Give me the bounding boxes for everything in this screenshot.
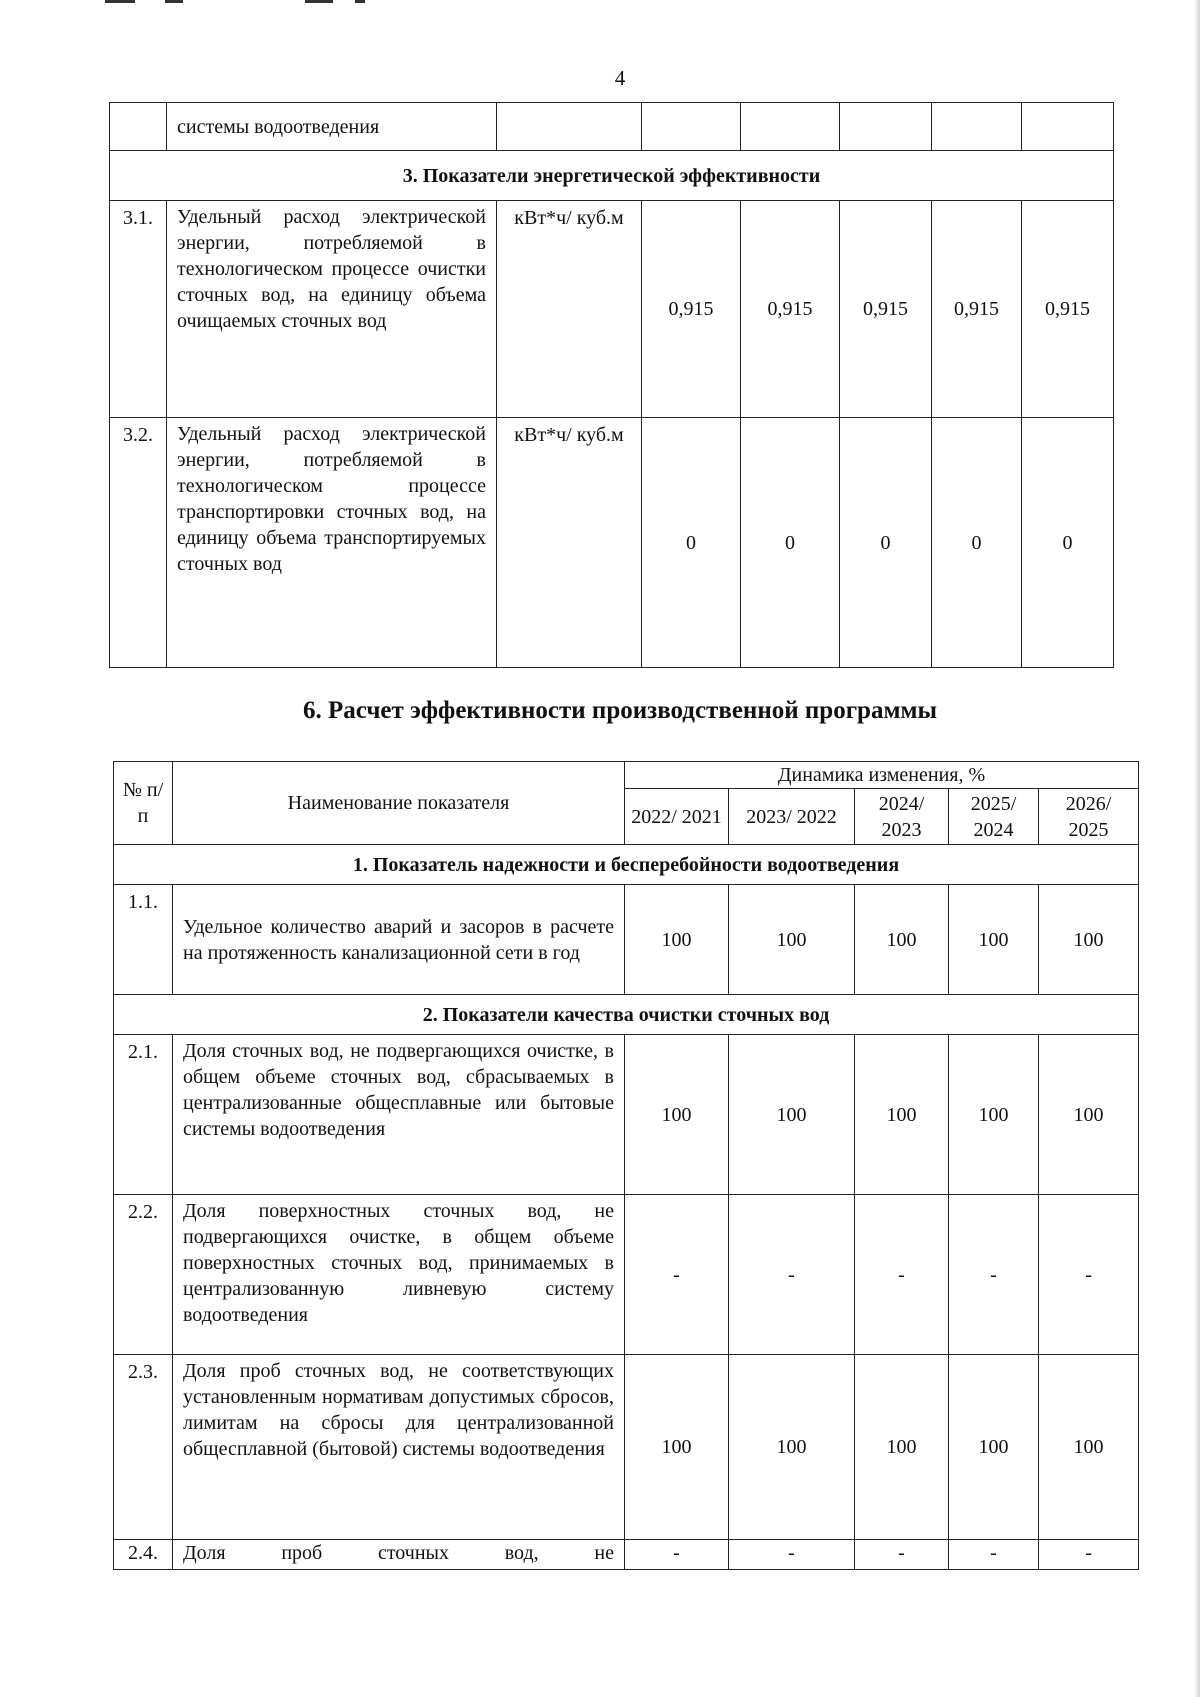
value-cell: 100 [855, 885, 949, 995]
indicator-name: Доля сточных вод, не подвергающихся очистке, в общем объеме сточных вод, сбрасываемых в централизованные общесплавные или бытовые системы водоотведения [173, 1035, 625, 1195]
indicator-name: Доля проб сточных вод, не соответствующих установленным нормативам допустимых сбросов, лимитам на сбросы для централизованной общесплавной (бытовой) системы водоотведения [173, 1355, 625, 1540]
value-cell: 0,915 [932, 201, 1022, 418]
indicator-name: Удельное количество аварий и засоров в расчете на протяженность канализационной сети в год [173, 885, 625, 995]
table-row [110, 418, 1114, 668]
value-cell: - [1039, 1540, 1139, 1570]
indicator-name: Доля проб сточных вод, не [173, 1540, 625, 1570]
energy-efficiency-table [109, 102, 1114, 668]
value-cell: 0 [932, 418, 1022, 668]
table-row [114, 1195, 1139, 1355]
header-year: 2025/ 2024 [949, 789, 1039, 845]
row-number: 2.2. [114, 1195, 173, 1355]
value-cell: 100 [855, 1355, 949, 1540]
value-cell: 0,915 [1022, 201, 1114, 418]
table-row [114, 1355, 1139, 1540]
section-6-heading: 6. Расчет эффективности производственной программы [302, 697, 938, 724]
unit: кВт*ч/ куб.м [497, 201, 642, 418]
row-number: 3.2. [110, 418, 167, 668]
value-cell: 100 [625, 885, 729, 995]
value-cell: 100 [949, 885, 1039, 995]
value-cell: 100 [625, 1355, 729, 1540]
top-scan-marks [105, 0, 365, 4]
table-cell [110, 103, 167, 151]
section-row [114, 995, 1139, 1035]
header-year: 2026/ 2025 [1039, 789, 1139, 845]
indicator-name: Удельный расход электрической энергии, потребляемой в технологическом процессе транспортировки сточных вод, на единицу объема транспортируемых сточных вод [167, 418, 497, 668]
header-row [114, 762, 1139, 789]
value-cell: 0 [642, 418, 741, 668]
value-cell: 0 [741, 418, 840, 668]
section-title: 2. Показатели качества очистки сточных вод [114, 995, 1139, 1035]
program-efficiency-table [113, 761, 1139, 1570]
row-number: 2.1. [114, 1035, 173, 1195]
value-cell: 100 [1039, 1355, 1139, 1540]
header-num: № п/п [114, 762, 173, 845]
row-number: 1.1. [114, 885, 173, 995]
value-cell: 0,915 [741, 201, 840, 418]
table-cell [932, 103, 1022, 151]
table-row [114, 1035, 1139, 1195]
page-number: 4 [614, 66, 626, 90]
value-cell: 100 [949, 1355, 1039, 1540]
header-dynamics: Динамика изменения, % [625, 762, 1139, 789]
indicator-name: Удельный расход электрической энергии, потребляемой в технологическом процессе очистки сточных вод, на единицу объема очищаемых сточных вод [167, 201, 497, 418]
header-year: 2022/ 2021 [625, 789, 729, 845]
table-row [114, 885, 1139, 995]
value-cell: - [625, 1540, 729, 1570]
table-cell [1022, 103, 1114, 151]
value-cell: - [949, 1540, 1039, 1570]
table-cell [741, 103, 840, 151]
value-cell: - [855, 1540, 949, 1570]
value-cell: - [729, 1540, 855, 1570]
header-year: 2023/ 2022 [729, 789, 855, 845]
value-cell: - [625, 1195, 729, 1355]
value-cell: - [729, 1195, 855, 1355]
table-cell [642, 103, 741, 151]
table-cell [497, 103, 642, 151]
table-cell [840, 103, 932, 151]
row-number: 2.4. [114, 1540, 173, 1570]
header-name: Наименование показателя [173, 762, 625, 845]
value-cell: 100 [729, 1035, 855, 1195]
value-cell: - [949, 1195, 1039, 1355]
value-cell: - [855, 1195, 949, 1355]
row-number: 3.1. [110, 201, 167, 418]
value-cell: 100 [949, 1035, 1039, 1195]
value-cell: 100 [1039, 885, 1139, 995]
value-cell: - [1039, 1195, 1139, 1355]
section-title: 3. Показатели энергетической эффективности [110, 151, 1114, 201]
value-cell: 0,915 [840, 201, 932, 418]
value-cell: 100 [729, 1355, 855, 1540]
table-row [110, 201, 1114, 418]
value-cell: 0 [840, 418, 932, 668]
header-year: 2024/ 2023 [855, 789, 949, 845]
continuation-row [110, 103, 1114, 151]
indicator-name: Доля поверхностных сточных вод, не подвергающихся очистке, в общем объеме поверхностных сточных вод, принимаемых в централизованную ливневую систему водоотведения [173, 1195, 625, 1355]
section-row [114, 845, 1139, 885]
value-cell: 100 [729, 885, 855, 995]
value-cell: 0 [1022, 418, 1114, 668]
value-cell: 100 [855, 1035, 949, 1195]
section-row [110, 151, 1114, 201]
table-row [114, 1540, 1139, 1570]
section-title: 1. Показатель надежности и бесперебойности водоотведения [114, 845, 1139, 885]
value-cell: 100 [1039, 1035, 1139, 1195]
page-edge-shadow [1194, 0, 1200, 1697]
unit: кВт*ч/ куб.м [497, 418, 642, 668]
value-cell: 0,915 [642, 201, 741, 418]
value-cell: 100 [625, 1035, 729, 1195]
row-number: 2.3. [114, 1355, 173, 1540]
continuation-text: системы водоотведения [167, 103, 497, 151]
